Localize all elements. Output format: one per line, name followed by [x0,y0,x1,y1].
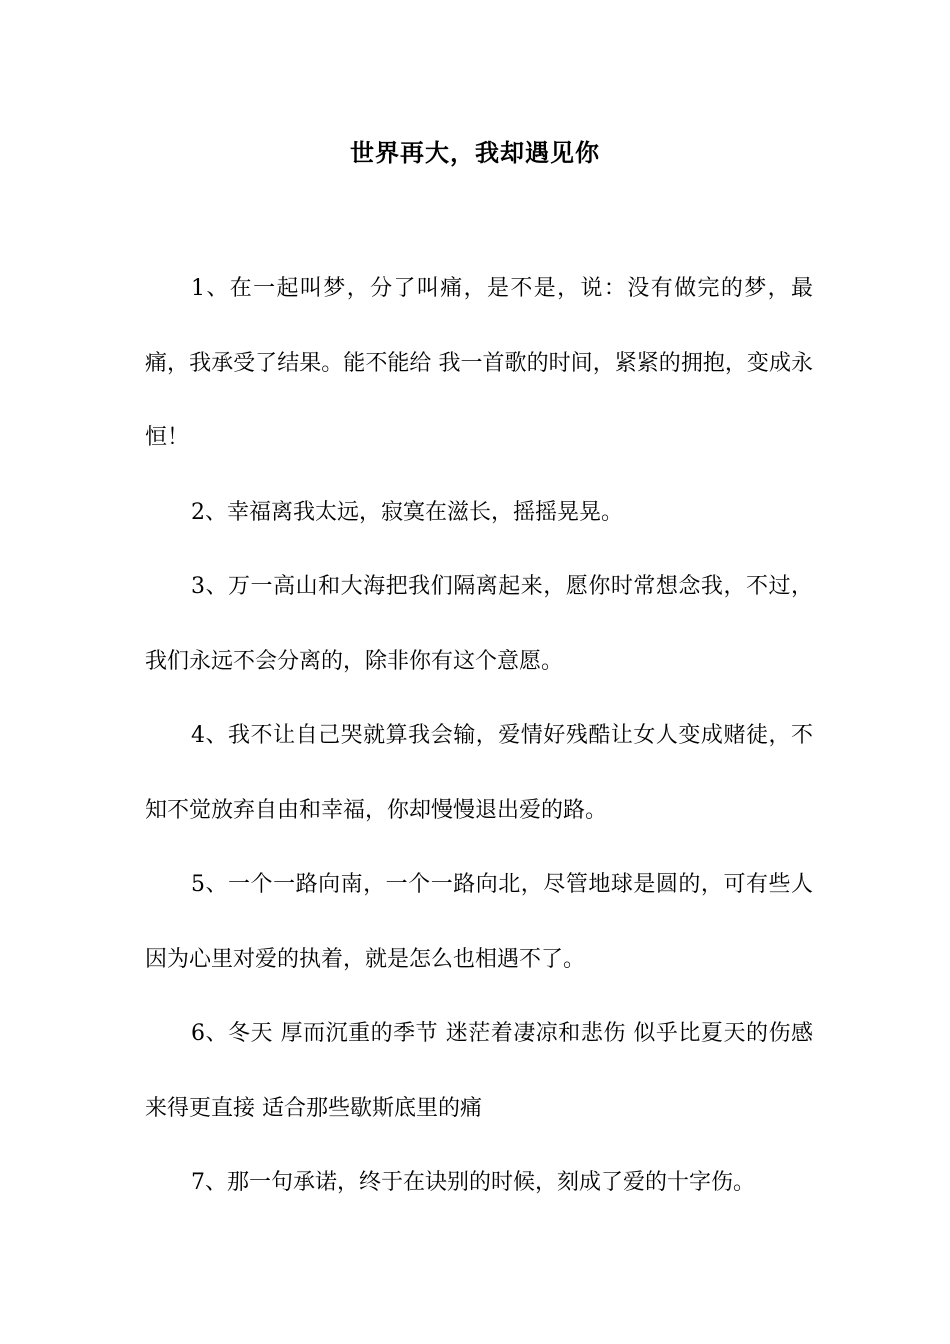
paragraph-6: 6、冬天 厚而沉重的季节 迷茫着凄凉和悲伤 似乎比夏天的伤感来得更直接 适合那些歇斯底里的痛 [145,1021,813,1121]
paragraph-7: 7、那一句承诺，终于在诀别的时候，刻成了爱的十字伤。 [191,1170,755,1195]
paragraph-5: 5、一个一路向南，一个一路向北，尽管地球是圆的，可有些人因为心里对爱的执着，就是怎么也相遇不了。 [145,872,813,972]
document-body [145,252,813,1221]
document-title: 世界再大，我却遇见你 [350,138,600,167]
paragraph-3: 3、万一高山和大海把我们隔离起来，愿你时常想念我，不过，我们永远不会分离的，除非你有这个意愿。 [145,574,813,674]
paragraph-2: 2、幸福离我太远，寂寞在滋长，摇摇晃晃。 [191,499,623,525]
paragraph-4: 4、我不让自己哭就算我会输，爱情好残酷让女人变成赌徒，不知不觉放弃自由和幸福，你却慢慢退出爱的路。 [145,723,813,823]
paragraph-1: 1、在一起叫梦，分了叫痛，是不是，说：没有做完的梦，最痛，我承受了结果。能不能给 我一首歌的时间，紧紧的拥抱，变成永恒！ [145,276,813,450]
